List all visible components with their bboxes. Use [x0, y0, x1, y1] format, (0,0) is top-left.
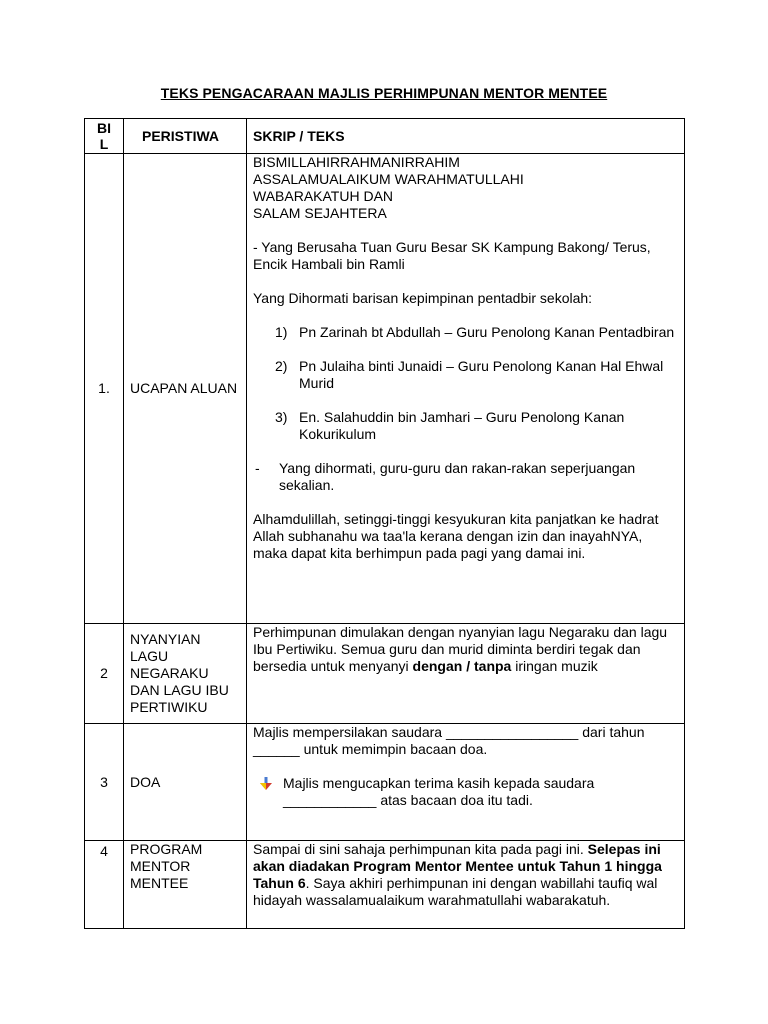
list-text: Pn Julaiha binti Junaidi – Guru Penolong Kanan Hal Ehwal Murid [299, 358, 664, 391]
program-text-before: Sampai di sini sahaja perhimpunan kita pada pagi ini. [253, 841, 588, 857]
table-row [85, 624, 685, 724]
list-text: En. Salahuddin bin Jamhari – Guru Penolong Kanan Kokurikulum [299, 409, 625, 442]
row-number: 1. [85, 154, 124, 624]
table-row [85, 724, 685, 841]
document-title: TEKS PENGACARAAN MAJLIS PERHIMPUNAN MENTOR MENTEE [160, 85, 608, 101]
list-item [253, 409, 678, 443]
anthem-text-after: iringan muzik [511, 658, 598, 674]
program-text-after: . Saya akhiri perhimpunan ini dengan wabillahi taufiq wal hidayah wassalamualaikum warahmatullahi wabarakatuh. [253, 875, 658, 908]
row-event: DOA [124, 724, 247, 841]
dihormati-intro: Yang Dihormati barisan kepimpinan pentadbir sekolah: [253, 290, 593, 306]
arrow-bullet-icon [259, 777, 273, 791]
opening-line: ASSALAMUALAIKUM WARAHMATULLAHI [253, 171, 524, 187]
anthem-text [253, 624, 678, 675]
row-script [247, 624, 685, 724]
row-script [247, 154, 685, 624]
header-bil-line2: L [99, 136, 109, 152]
list-item [253, 324, 678, 341]
list-index: 2) [275, 358, 288, 374]
program-text-bold: Selepas ini akan diadakan Program Mentor Mentee untuk Tahun 1 hingga Tahun 6 [253, 841, 662, 891]
header-skrip: SKRIP / TEKS [247, 119, 685, 154]
anthem-text-bold: dengan / tanpa [412, 658, 512, 674]
dash-marker: - [255, 460, 260, 476]
row-event: PROGRAM MENTOR MENTEE [124, 841, 247, 929]
closing-program-text [253, 841, 678, 909]
header-bil-line1: BI [97, 120, 111, 136]
teachers-item [253, 460, 678, 494]
row-number: 4 [85, 841, 124, 929]
opening-line: SALAM SEJAHTERA [253, 205, 387, 221]
closing-text: Alhamdulillah, setinggi-tinggi kesyukuran kita panjatkan ke hadrat Allah subhanahu wa taa'la kerana dengan izin dan inayahNYA, maka dapat kita berhimpun pada pagi yang damai ini. [253, 511, 659, 561]
greeting-text: - Yang Berusaha Tuan Guru Besar SK Kampung Bakong/ Terus, Encik Hambali bin Ramli [253, 239, 651, 272]
doa-thanks-text: Majlis mengucapkan terima kasih kepada saudara ____________ atas bacaan doa itu tadi. [283, 775, 595, 808]
row-script [247, 841, 685, 929]
teachers-text: Yang dihormati, guru-guru dan rakan-rakan seperjuangan sekalian. [279, 460, 636, 493]
opening-line: WABARAKATUH DAN [253, 188, 394, 204]
list-index: 1) [275, 324, 288, 340]
list-text: Pn Zarinah bt Abdullah – Guru Penolong Kanan Pentadbiran [299, 324, 675, 340]
row-event: UCAPAN ALUAN [124, 154, 247, 624]
row-number: 3 [85, 724, 124, 841]
table-row [85, 841, 685, 929]
row-script [247, 724, 685, 841]
header-bil [85, 119, 124, 154]
opening-line: BISMILLAHIRRAHMANIRRAHIM [253, 154, 460, 170]
table-header-row [85, 119, 685, 154]
anthem-text-before: Perhimpunan dimulakan dengan nyanyian lagu Negaraku dan lagu Ibu Pertiwiku. Semua guru dan murid diminta berdiri tegak dan bersedia untuk menyanyi [253, 624, 668, 674]
row-number: 2 [85, 624, 124, 724]
header-peristiwa: PERISTIWA [124, 119, 247, 154]
list-item [253, 358, 678, 392]
row-event: NYANYIAN LAGU NEGARAKU DAN LAGU IBU PERTIWIKU [124, 624, 247, 724]
list-index: 3) [275, 409, 288, 425]
doa-invite-text: Majlis mempersilakan saudara _________________ dari tahun ______ untuk memimpin bacaan doa. [253, 724, 645, 757]
script-table [84, 118, 685, 929]
table-row [85, 154, 685, 624]
officials-list [253, 324, 678, 443]
doa-thanks-item [253, 775, 678, 809]
